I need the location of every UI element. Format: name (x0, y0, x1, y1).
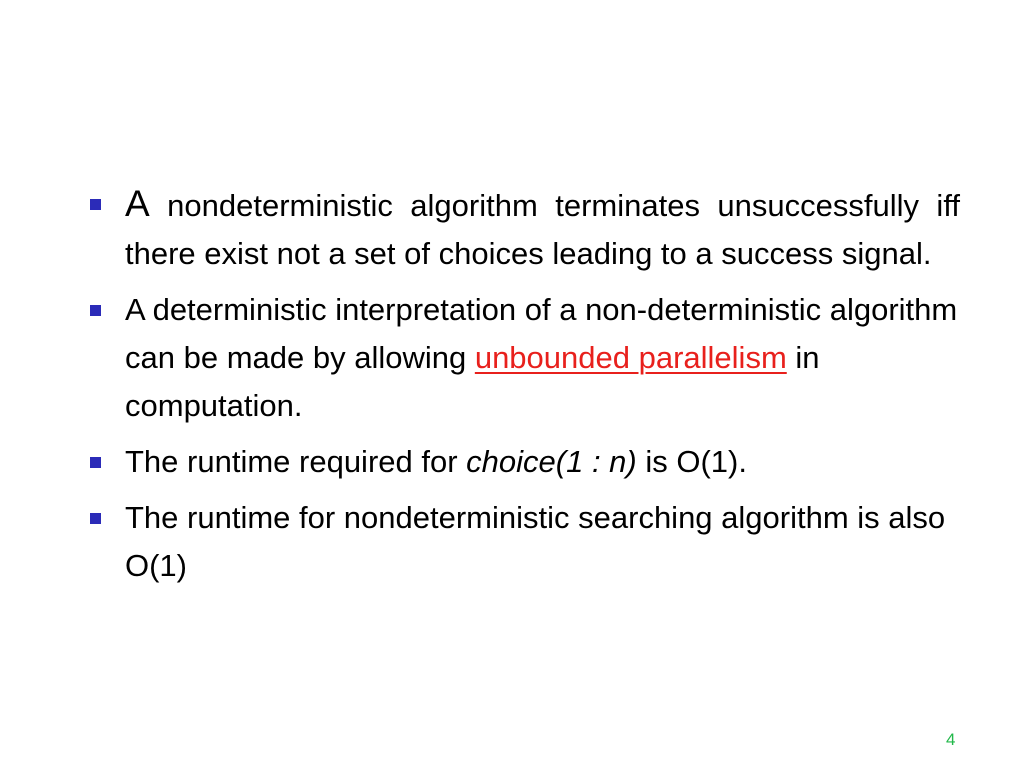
bullet-item-3 (90, 438, 960, 486)
bullet-body: nondeterministic algorithm terminates unsuccessfully iff there exist not a set of choices leading to a success signal. (125, 188, 960, 271)
page-number: 4 (946, 730, 956, 749)
bullet-text (125, 286, 960, 430)
highlight-link[interactable]: unbounded parallelism (474, 340, 787, 375)
bullet-text-after: in computation. (125, 340, 820, 423)
square-bullet-icon (90, 457, 101, 468)
square-bullet-icon (90, 305, 101, 316)
bullet-text: The runtime for nondeterministic searching algorithm is also O(1) (125, 500, 946, 583)
bullet-text (125, 438, 960, 486)
bullet-item-2 (90, 286, 960, 430)
bullet-text (125, 180, 960, 278)
bullet-text-before: The runtime required for (125, 444, 467, 479)
bullet-text-before: A deterministic interpretation of a non-deterministic algorithm can be made by allowing (125, 292, 958, 375)
bullet-list (90, 180, 960, 598)
bullet-item-1 (90, 180, 960, 278)
bullet-text-after: is O(1). (636, 444, 747, 479)
bullet-item-4 (90, 494, 960, 590)
italic-expression: choice(1 : n) (466, 444, 637, 479)
square-bullet-icon (90, 513, 101, 524)
bullet-first-word: A (125, 183, 150, 224)
square-bullet-icon (90, 199, 101, 210)
